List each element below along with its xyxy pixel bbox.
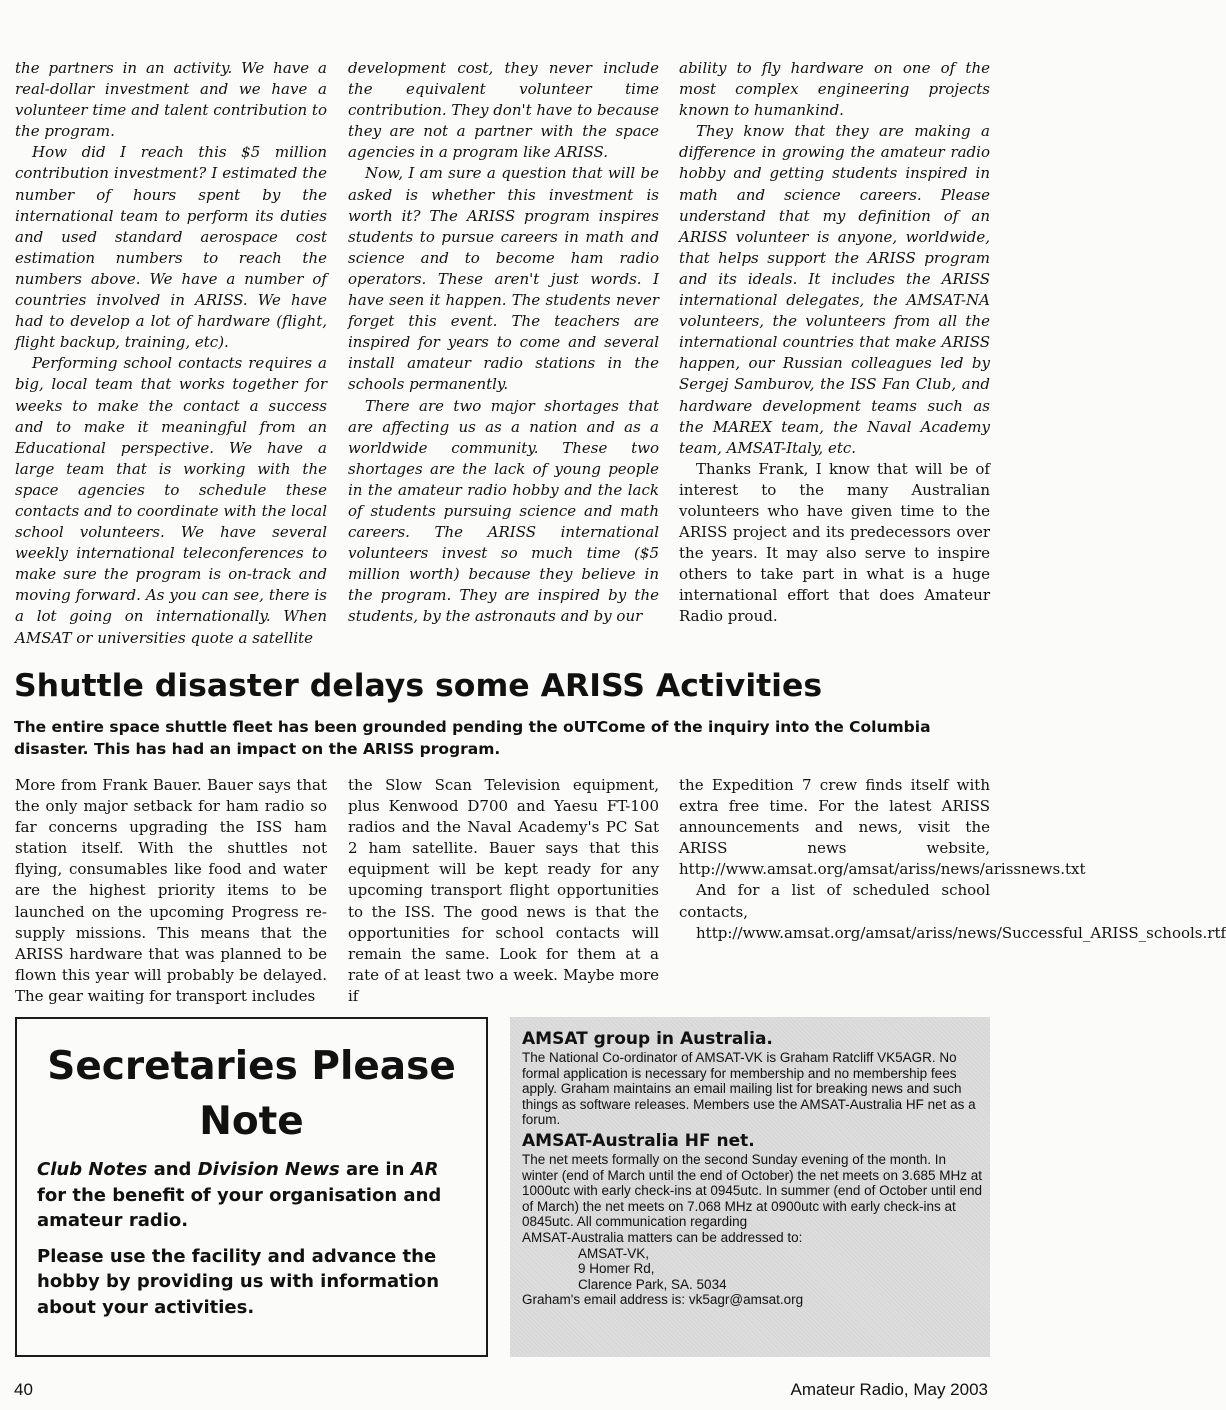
shuttle-column-1: [15, 775, 327, 1007]
paragraph: How did I reach this $5 million contribution investment? I estimated the number of hours spent by the international team to perform its duties and used standard aerospace cost estimation numbers to reach the numbers above. We have a number of countries involved in ARISS. We have had to develop a lot of hardware (flight, flight backup, training, etc).: [15, 143, 327, 352]
paragraph: http://www.amsat.org/amsat/ariss/news/Successful_ARISS_schools.rtf: [696, 923, 1226, 942]
shuttle-column-2: [348, 775, 659, 1007]
notice-paragraph-1: [37, 1157, 467, 1234]
amsat-paragraph: AMSAT-Australia matters can be addressed to:: [522, 1229, 803, 1245]
notice-title-line-1: Secretaries Please: [47, 1044, 456, 1089]
address-line: 9 Homer Rd,: [578, 1261, 655, 1277]
notice-body: [37, 1157, 467, 1330]
paragraph: Thanks Frank, I know that will be of interest to the many Australian volunteers who have given time to the ARISS project and its predecessors over the years. It may also serve to inspire others to take part in what is a huge international effort that does Amateur Radio proud.: [679, 459, 990, 626]
paragraph: More from Frank Bauer. Bauer says that the only major setback for ham radio so far concerns upgrading the ISS ham station itself. With the shuttles not flying, consumables like food and water are the highest priority items to be launched on the upcoming Progress re-supply missions. This means that the ARISS hardware that was planned to be flown this year will probably be delayed. The gear waiting for transport includes: [15, 776, 327, 1005]
paragraph: the partners in an activity. We have a real-dollar investment and we have a volunteer time and talent contribution to the program.: [15, 59, 327, 141]
amsat-paragraph: The National Co-ordinator of AMSAT-VK is Graham Ratcliff VK5AGR. No formal application is necessary for membership and no membership fees apply. Graham maintains an email mailing list for breaking news and such things as software releases. Members use the AMSAT-Australia HF net as a forum.: [522, 1050, 976, 1128]
text: are in: [339, 1159, 411, 1180]
article-subheadline: The entire space shuttle fleet has been grounded pending the oUTCome of the inquiry into the Columbia disaster. This has had an impact on the ARISS program.: [14, 718, 931, 758]
article-column-3: [679, 58, 990, 628]
amsat-info-box: [510, 1017, 990, 1357]
shuttle-column-3: [679, 775, 1226, 944]
emphasis: AR: [410, 1159, 439, 1180]
address-line: AMSAT-VK,: [578, 1245, 650, 1261]
notice-paragraph-2: Please use the facility and advance the hobby by providing us with information about your activities.: [37, 1245, 440, 1318]
amsat-paragraph: The net meets formally on the second Sunday evening of the month. In winter (end of March until the end of October) the net meets on 3.685 MHz at 1000utc with early check-ins at 0945utc. In summer (end of October until end of March) the net meets on 7.068 MHz at 0900utc with early check-ins at 0845utc. All communication regarding: [522, 1151, 982, 1230]
paragraph: And for a list of scheduled school contacts,: [679, 881, 990, 921]
amsat-heading-2: AMSAT-Australia HF net.: [522, 1130, 755, 1151]
paragraph: the Expedition 7 crew finds itself with extra free time. For the latest ARISS announcements and news, visit the ARISS news website, http://www.amsat.org/amsat/ariss/news/arissnews.txt: [679, 776, 1086, 879]
paragraph: They know that they are making a difference in growing the amateur radio hobby and getting students inspired in math and science careers. Please understand that my definition of an ARISS volunteer is anyone, worldwide, that helps support the ARISS program and its ideals. It includes the ARISS international delegates, the AMSAT-NA volunteers, the volunteers from all the international countries that make ARISS happen, our Russian colleagues led by Sergej Samburov, the ISS Fan Club, and hardware development teams such as the MAREX team, the Naval Academy team, AMSAT-Italy, etc.: [679, 122, 990, 457]
paragraph: Performing school contacts requires a big, local team that works together for weeks to make the contact a success and to make it meaningful from an Educational perspective. We have a large team that is working with the space agencies to schedule these contacts and to coordinate with the local school volunteers. We have several weekly international teleconferences to make sure the program is on-track and moving forward. As you can see, there is a lot going on internationally. When AMSAT or universities quote a satellite: [15, 354, 327, 647]
paragraph: ability to fly hardware on one of the most complex engineering projects known to humankind.: [679, 59, 990, 120]
text: and: [147, 1159, 198, 1180]
emphasis: Club Notes: [37, 1159, 148, 1180]
text: for the benefit of your organisation and amateur radio.: [37, 1184, 442, 1231]
paragraph: There are two major shortages that are affecting us as a nation and as a worldwide community. These two shortages are the lack of young people in the amateur radio hobby and the lack of students pursuing science and math careers. The ARISS international volunteers invest so much time ($5 million worth) because they believe in the program. They are inspired by the students, by the astronauts and by our: [348, 396, 659, 626]
email-line: Graham's email address is: vk5agr@amsat.org: [522, 1292, 804, 1308]
publication-footer: Amateur Radio, May 2003: [790, 1380, 988, 1399]
address-line: Clarence Park, SA. 5034: [578, 1276, 727, 1292]
page-number: 40: [14, 1380, 33, 1399]
paragraph: the Slow Scan Television equipment, plus Kenwood D700 and Yaesu FT-100 radios and the Naval Academy's PC Sat 2 ham satellite. Bauer says that this equipment will be kept ready for any upcoming transport flight opportunities to the ISS. The good news is that the opportunities for school contacts will remain the same. Look for them at a rate of at least two a week. Maybe more if: [348, 776, 659, 1005]
amsat-heading-1: AMSAT group in Australia.: [522, 1029, 773, 1049]
secretaries-notice-box: [15, 1017, 488, 1357]
article-headline: Shuttle disaster delays some ARISS Activities: [14, 668, 823, 704]
article-column-2: [348, 58, 659, 628]
emphasis: Division News: [197, 1159, 340, 1180]
notice-title-line-2: Note: [199, 1099, 304, 1144]
article-column-1: [15, 58, 327, 649]
paragraph: development cost, they never include the equivalent volunteer time contribution. They don't have to because they are not a partner with the space agencies in a program like ARISS.: [348, 59, 660, 162]
paragraph: Now, I am sure a question that will be asked is whether this investment is worth it? The ARISS program inspires students to pursue careers in math and science and to become ham radio operators. These aren't just words. I have seen it happen. The students never forget this event. The teachers are inspired for years to come and several install amateur radio stations in the schools permanently.: [348, 164, 659, 394]
notice-title: [17, 1039, 486, 1149]
